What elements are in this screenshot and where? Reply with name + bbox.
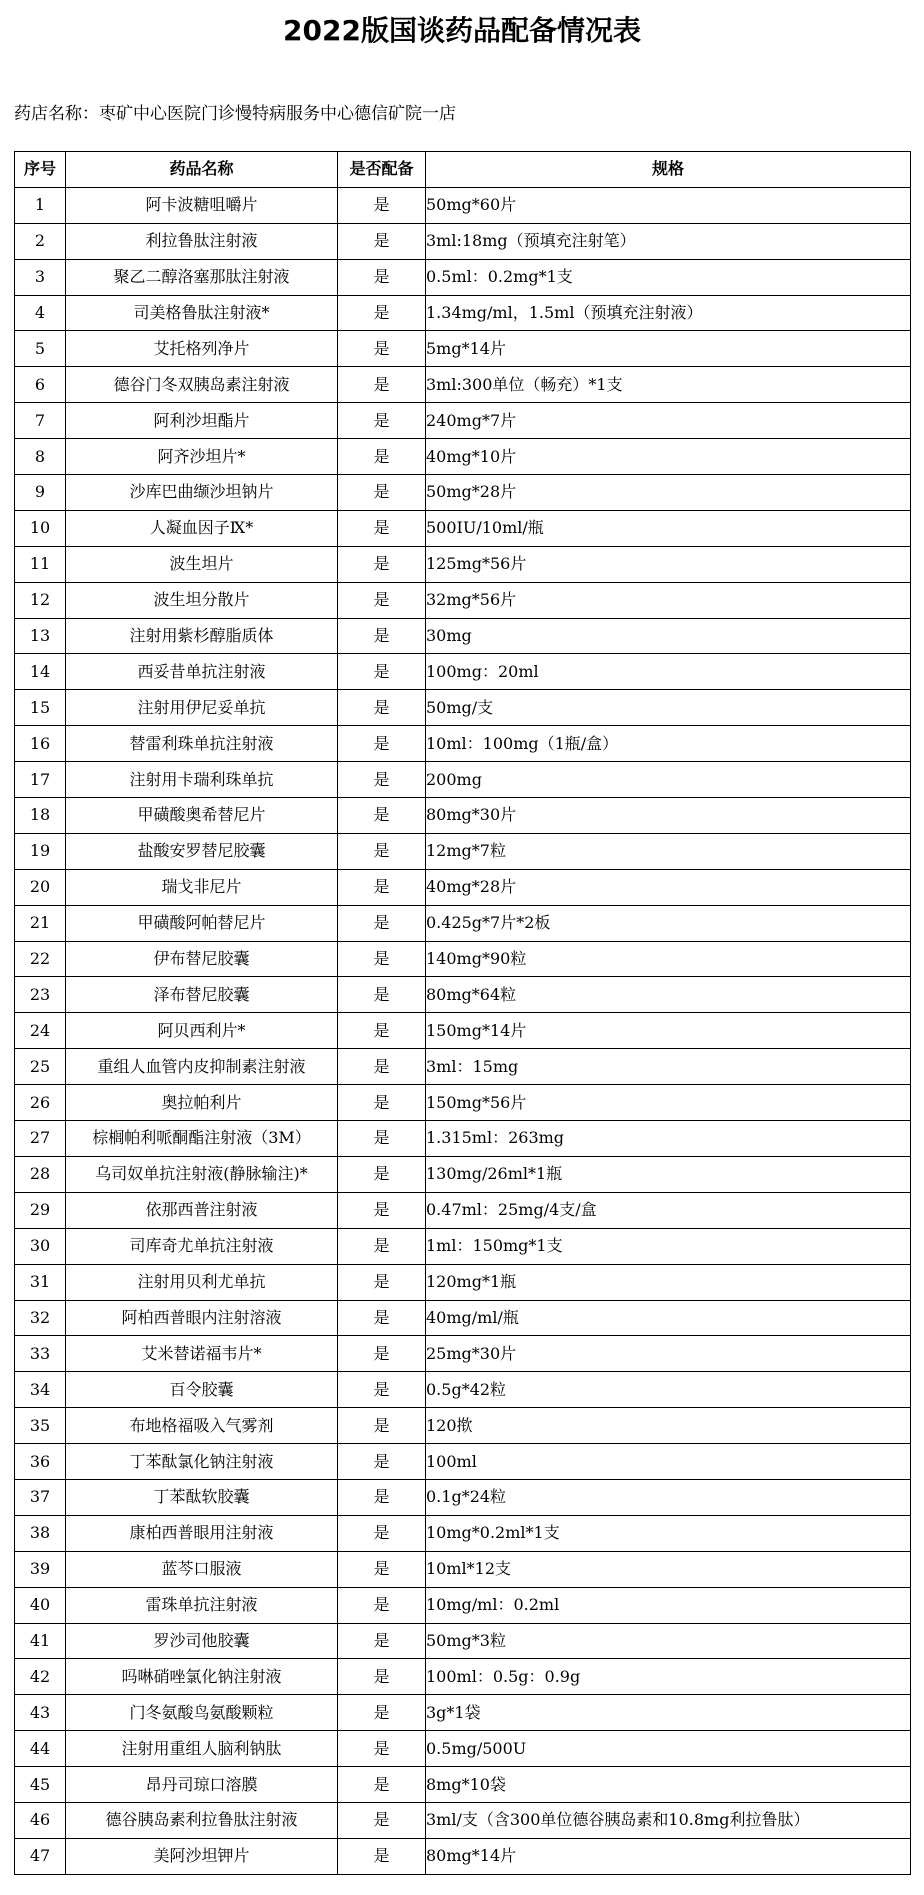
cell-drug-name: 奥拉帕利片 (66, 1085, 338, 1121)
cell-spec: 3ml:18mg（预填充注射笔） (426, 223, 911, 259)
cell-spec: 100mg：20ml (426, 654, 911, 690)
cell-stocked: 是 (338, 1659, 426, 1695)
cell-no: 7 (15, 403, 66, 439)
cell-spec: 80mg*64粒 (426, 977, 911, 1013)
cell-no: 45 (15, 1767, 66, 1803)
table-row (15, 1085, 911, 1121)
cell-drug-name: 替雷利珠单抗注射液 (66, 726, 338, 762)
table-row (15, 223, 911, 259)
cell-spec: 80mg*14片 (426, 1838, 911, 1874)
cell-stocked: 是 (338, 223, 426, 259)
table-row (15, 1444, 911, 1480)
cell-no: 14 (15, 654, 66, 690)
store-name: 药店名称：枣矿中心医院门诊慢特病服务中心德信矿院一店 (14, 104, 456, 124)
cell-stocked: 是 (338, 941, 426, 977)
table-row (15, 1551, 911, 1587)
cell-no: 46 (15, 1802, 66, 1838)
cell-drug-name: 重组人血管内皮抑制素注射液 (66, 1049, 338, 1085)
table-row (15, 1515, 911, 1551)
table-row (15, 187, 911, 223)
cell-stocked: 是 (338, 403, 426, 439)
table-row (15, 1300, 911, 1336)
cell-no: 34 (15, 1372, 66, 1408)
cell-spec: 3ml：15mg (426, 1049, 911, 1085)
cell-no: 39 (15, 1551, 66, 1587)
cell-spec: 120揿 (426, 1408, 911, 1444)
cell-spec: 1.315ml：263mg (426, 1121, 911, 1157)
cell-no: 32 (15, 1300, 66, 1336)
cell-stocked: 是 (338, 1479, 426, 1515)
cell-stocked: 是 (338, 1192, 426, 1228)
table-row (15, 1228, 911, 1264)
cell-no: 26 (15, 1085, 66, 1121)
cell-stocked: 是 (338, 439, 426, 475)
cell-no: 18 (15, 798, 66, 834)
cell-no: 42 (15, 1659, 66, 1695)
cell-spec: 0.5ml：0.2mg*1支 (426, 259, 911, 295)
cell-no: 43 (15, 1695, 66, 1731)
table-row (15, 977, 911, 1013)
cell-no: 36 (15, 1444, 66, 1480)
cell-drug-name: 聚乙二醇洛塞那肽注射液 (66, 259, 338, 295)
cell-no: 30 (15, 1228, 66, 1264)
cell-drug-name: 康柏西普眼用注射液 (66, 1515, 338, 1551)
table-row (15, 1156, 911, 1192)
cell-drug-name: 丁苯酞氯化钠注射液 (66, 1444, 338, 1480)
table-row (15, 1838, 911, 1874)
cell-drug-name: 伊布替尼胶囊 (66, 941, 338, 977)
cell-stocked: 是 (338, 1121, 426, 1157)
cell-stocked: 是 (338, 798, 426, 834)
table-row (15, 403, 911, 439)
table-row (15, 905, 911, 941)
cell-drug-name: 注射用紫杉醇脂质体 (66, 618, 338, 654)
cell-spec: 10ml*12支 (426, 1551, 911, 1587)
table-row (15, 582, 911, 618)
cell-drug-name: 注射用伊尼妥单抗 (66, 690, 338, 726)
table-row (15, 833, 911, 869)
cell-no: 35 (15, 1408, 66, 1444)
cell-no: 38 (15, 1515, 66, 1551)
cell-no: 12 (15, 582, 66, 618)
table-header-row (15, 152, 911, 188)
cell-drug-name: 德谷门冬双胰岛素注射液 (66, 367, 338, 403)
cell-drug-name: 丁苯酞软胶囊 (66, 1479, 338, 1515)
table-row (15, 259, 911, 295)
table-row (15, 475, 911, 511)
cell-spec: 12mg*7粒 (426, 833, 911, 869)
cell-spec: 40mg/ml/瓶 (426, 1300, 911, 1336)
cell-stocked: 是 (338, 726, 426, 762)
cell-no: 29 (15, 1192, 66, 1228)
table-row (15, 1659, 911, 1695)
table-row (15, 1479, 911, 1515)
cell-stocked: 是 (338, 1623, 426, 1659)
cell-stocked: 是 (338, 1767, 426, 1803)
cell-stocked: 是 (338, 1408, 426, 1444)
table-row (15, 762, 911, 798)
cell-drug-name: 百令胶囊 (66, 1372, 338, 1408)
cell-stocked: 是 (338, 259, 426, 295)
cell-stocked: 是 (338, 1228, 426, 1264)
cell-spec: 50mg*60片 (426, 187, 911, 223)
cell-stocked: 是 (338, 510, 426, 546)
cell-spec: 50mg*28片 (426, 475, 911, 511)
cell-drug-name: 盐酸安罗替尼胶囊 (66, 833, 338, 869)
table-row (15, 690, 911, 726)
cell-stocked: 是 (338, 331, 426, 367)
page-title: 2022版国谈药品配备情况表 (283, 14, 641, 47)
cell-stocked: 是 (338, 295, 426, 331)
cell-spec: 40mg*10片 (426, 439, 911, 475)
cell-no: 17 (15, 762, 66, 798)
cell-drug-name: 波生坦片 (66, 546, 338, 582)
cell-spec: 10ml：100mg（1瓶/盒） (426, 726, 911, 762)
cell-no: 11 (15, 546, 66, 582)
cell-spec: 125mg*56片 (426, 546, 911, 582)
cell-no: 10 (15, 510, 66, 546)
table-row (15, 1767, 911, 1803)
cell-no: 19 (15, 833, 66, 869)
cell-drug-name: 阿卡波糖咀嚼片 (66, 187, 338, 223)
cell-spec: 3ml:300单位（畅充）*1支 (426, 367, 911, 403)
table-row (15, 367, 911, 403)
cell-drug-name: 注射用重组人脑利钠肽 (66, 1731, 338, 1767)
header-drug-name: 药品名称 (66, 152, 338, 188)
cell-no: 6 (15, 367, 66, 403)
cell-stocked: 是 (338, 833, 426, 869)
cell-no: 22 (15, 941, 66, 977)
cell-no: 47 (15, 1838, 66, 1874)
table-row (15, 1121, 911, 1157)
cell-no: 25 (15, 1049, 66, 1085)
cell-drug-name: 注射用贝利尤单抗 (66, 1264, 338, 1300)
cell-spec: 100ml (426, 1444, 911, 1480)
cell-spec: 1ml：150mg*1支 (426, 1228, 911, 1264)
table-row (15, 1049, 911, 1085)
cell-spec: 50mg/支 (426, 690, 911, 726)
cell-drug-name: 阿贝西利片* (66, 1013, 338, 1049)
header-stocked: 是否配备 (338, 152, 426, 188)
cell-spec: 10mg/ml：0.2ml (426, 1587, 911, 1623)
table-row (15, 1192, 911, 1228)
cell-stocked: 是 (338, 1372, 426, 1408)
cell-spec: 0.425g*7片*2板 (426, 905, 911, 941)
cell-drug-name: 棕榈帕利哌酮酯注射液（3M） (66, 1121, 338, 1157)
cell-stocked: 是 (338, 869, 426, 905)
cell-spec: 120mg*1瓶 (426, 1264, 911, 1300)
cell-stocked: 是 (338, 475, 426, 511)
cell-spec: 30mg (426, 618, 911, 654)
cell-drug-name: 波生坦分散片 (66, 582, 338, 618)
cell-no: 2 (15, 223, 66, 259)
drug-table (14, 151, 911, 1875)
cell-stocked: 是 (338, 367, 426, 403)
cell-no: 4 (15, 295, 66, 331)
cell-spec: 25mg*30片 (426, 1336, 911, 1372)
cell-spec: 100ml：0.5g：0.9g (426, 1659, 911, 1695)
table-row (15, 726, 911, 762)
cell-no: 23 (15, 977, 66, 1013)
cell-drug-name: 蓝芩口服液 (66, 1551, 338, 1587)
cell-stocked: 是 (338, 1264, 426, 1300)
cell-no: 40 (15, 1587, 66, 1623)
cell-drug-name: 德谷胰岛素利拉鲁肽注射液 (66, 1802, 338, 1838)
cell-no: 16 (15, 726, 66, 762)
cell-no: 8 (15, 439, 66, 475)
cell-spec: 140mg*90粒 (426, 941, 911, 977)
table-row (15, 1372, 911, 1408)
cell-stocked: 是 (338, 1695, 426, 1731)
cell-drug-name: 西妥昔单抗注射液 (66, 654, 338, 690)
cell-spec: 40mg*28片 (426, 869, 911, 905)
cell-drug-name: 瑞戈非尼片 (66, 869, 338, 905)
table-row (15, 1695, 911, 1731)
cell-spec: 150mg*56片 (426, 1085, 911, 1121)
table-row (15, 798, 911, 834)
table-row (15, 1408, 911, 1444)
cell-stocked: 是 (338, 905, 426, 941)
cell-spec: 3ml/支（含300单位德谷胰岛素和10.8mg利拉鲁肽） (426, 1802, 911, 1838)
table-row (15, 331, 911, 367)
cell-stocked: 是 (338, 1336, 426, 1372)
cell-stocked: 是 (338, 1551, 426, 1587)
cell-stocked: 是 (338, 1156, 426, 1192)
cell-drug-name: 门冬氨酸鸟氨酸颗粒 (66, 1695, 338, 1731)
cell-spec: 150mg*14片 (426, 1013, 911, 1049)
cell-no: 5 (15, 331, 66, 367)
cell-stocked: 是 (338, 1838, 426, 1874)
cell-stocked: 是 (338, 690, 426, 726)
cell-stocked: 是 (338, 977, 426, 1013)
cell-drug-name: 艾米替诺福韦片* (66, 1336, 338, 1372)
cell-no: 28 (15, 1156, 66, 1192)
table-row (15, 510, 911, 546)
cell-stocked: 是 (338, 582, 426, 618)
cell-spec: 0.5g*42粒 (426, 1372, 911, 1408)
table-body (15, 187, 911, 1874)
header-spec: 规格 (426, 152, 911, 188)
cell-no: 44 (15, 1731, 66, 1767)
cell-spec: 10mg*0.2ml*1支 (426, 1515, 911, 1551)
table-row (15, 1264, 911, 1300)
table-row (15, 546, 911, 582)
cell-spec: 240mg*7片 (426, 403, 911, 439)
cell-stocked: 是 (338, 1300, 426, 1336)
cell-no: 24 (15, 1013, 66, 1049)
cell-stocked: 是 (338, 1802, 426, 1838)
table-row (15, 1623, 911, 1659)
cell-drug-name: 布地格福吸入气雾剂 (66, 1408, 338, 1444)
cell-drug-name: 司库奇尤单抗注射液 (66, 1228, 338, 1264)
cell-no: 41 (15, 1623, 66, 1659)
cell-stocked: 是 (338, 1013, 426, 1049)
cell-drug-name: 罗沙司他胶囊 (66, 1623, 338, 1659)
cell-stocked: 是 (338, 1049, 426, 1085)
cell-drug-name: 甲磺酸奥希替尼片 (66, 798, 338, 834)
table-row (15, 869, 911, 905)
cell-no: 15 (15, 690, 66, 726)
table-row (15, 654, 911, 690)
table-row (15, 1336, 911, 1372)
table-row (15, 1802, 911, 1838)
cell-spec: 80mg*30片 (426, 798, 911, 834)
cell-spec: 1.34mg/ml，1.5ml（预填充注射液） (426, 295, 911, 331)
cell-drug-name: 吗啉硝唑氯化钠注射液 (66, 1659, 338, 1695)
cell-spec: 0.47ml：25mg/4支/盒 (426, 1192, 911, 1228)
cell-stocked: 是 (338, 762, 426, 798)
cell-spec: 500IU/10ml/瓶 (426, 510, 911, 546)
cell-drug-name: 沙库巴曲缬沙坦钠片 (66, 475, 338, 511)
table-row (15, 941, 911, 977)
cell-no: 9 (15, 475, 66, 511)
cell-no: 27 (15, 1121, 66, 1157)
cell-no: 3 (15, 259, 66, 295)
header-no: 序号 (15, 152, 66, 188)
cell-spec: 8mg*10袋 (426, 1767, 911, 1803)
cell-spec: 50mg*3粒 (426, 1623, 911, 1659)
cell-spec: 0.1g*24粒 (426, 1479, 911, 1515)
cell-drug-name: 司美格鲁肽注射液* (66, 295, 338, 331)
cell-drug-name: 乌司奴单抗注射液(静脉输注)* (66, 1156, 338, 1192)
cell-no: 21 (15, 905, 66, 941)
cell-spec: 0.5mg/500U (426, 1731, 911, 1767)
cell-drug-name: 艾托格列净片 (66, 331, 338, 367)
cell-drug-name: 泽布替尼胶囊 (66, 977, 338, 1013)
cell-drug-name: 人凝血因子Ⅸ* (66, 510, 338, 546)
table-row (15, 439, 911, 475)
table-row (15, 618, 911, 654)
cell-spec: 3g*1袋 (426, 1695, 911, 1731)
cell-drug-name: 美阿沙坦钾片 (66, 1838, 338, 1874)
table-row (15, 1587, 911, 1623)
cell-no: 31 (15, 1264, 66, 1300)
cell-no: 37 (15, 1479, 66, 1515)
cell-no: 1 (15, 187, 66, 223)
cell-spec: 130mg/26ml*1瓶 (426, 1156, 911, 1192)
cell-drug-name: 阿利沙坦酯片 (66, 403, 338, 439)
cell-drug-name: 阿齐沙坦片* (66, 439, 338, 475)
cell-drug-name: 依那西普注射液 (66, 1192, 338, 1228)
cell-drug-name: 甲磺酸阿帕替尼片 (66, 905, 338, 941)
cell-stocked: 是 (338, 654, 426, 690)
cell-drug-name: 注射用卡瑞利珠单抗 (66, 762, 338, 798)
cell-spec: 32mg*56片 (426, 582, 911, 618)
cell-spec: 200mg (426, 762, 911, 798)
cell-no: 20 (15, 869, 66, 905)
cell-no: 13 (15, 618, 66, 654)
cell-drug-name: 雷珠单抗注射液 (66, 1587, 338, 1623)
cell-stocked: 是 (338, 187, 426, 223)
cell-drug-name: 利拉鲁肽注射液 (66, 223, 338, 259)
table-row (15, 1013, 911, 1049)
cell-spec: 5mg*14片 (426, 331, 911, 367)
cell-stocked: 是 (338, 1085, 426, 1121)
cell-stocked: 是 (338, 618, 426, 654)
table-row (15, 295, 911, 331)
cell-stocked: 是 (338, 546, 426, 582)
cell-stocked: 是 (338, 1587, 426, 1623)
cell-no: 33 (15, 1336, 66, 1372)
table-row (15, 1731, 911, 1767)
cell-stocked: 是 (338, 1731, 426, 1767)
cell-stocked: 是 (338, 1444, 426, 1480)
cell-drug-name: 昂丹司琼口溶膜 (66, 1767, 338, 1803)
cell-drug-name: 阿柏西普眼内注射溶液 (66, 1300, 338, 1336)
cell-stocked: 是 (338, 1515, 426, 1551)
